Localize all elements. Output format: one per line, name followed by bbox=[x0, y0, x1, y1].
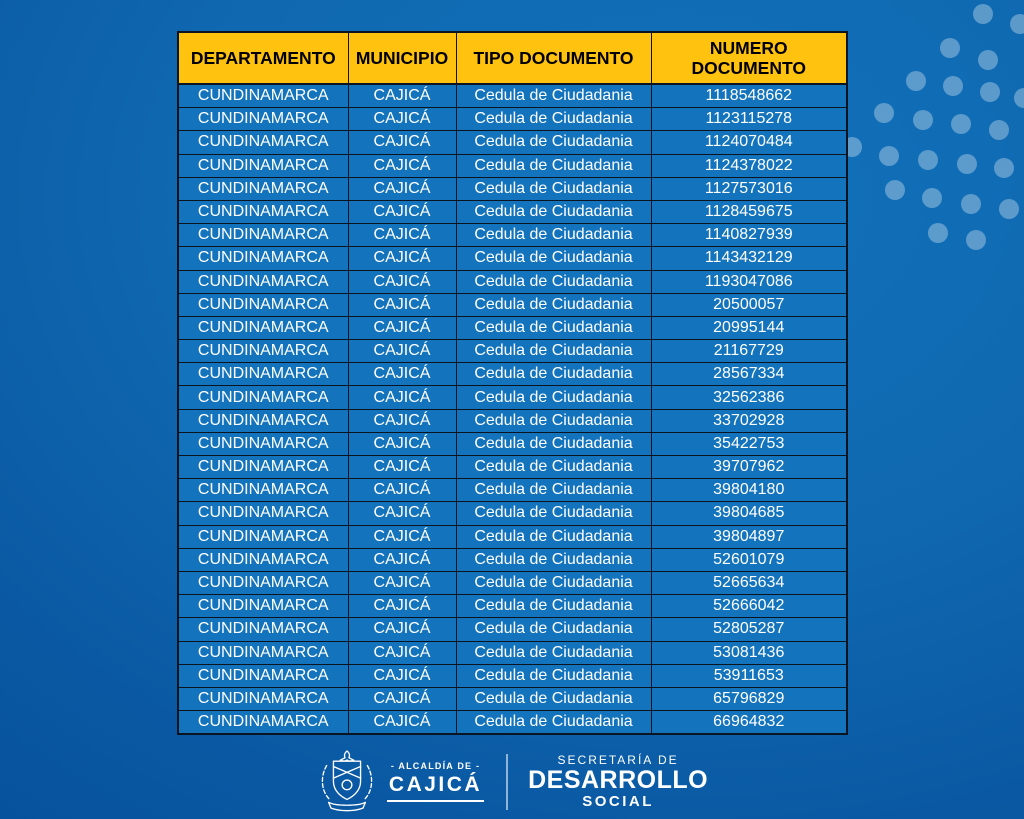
table-row bbox=[178, 711, 847, 735]
table-cell-tipo-documento: Cedula de Ciudadania bbox=[456, 687, 651, 710]
table-cell-departamento: CUNDINAMARCA bbox=[178, 525, 348, 548]
table-cell-municipio: CAJICÁ bbox=[348, 363, 456, 386]
table-cell-numero-documento: 65796829 bbox=[651, 687, 847, 710]
table-cell-numero-documento: 52666042 bbox=[651, 595, 847, 618]
table-row bbox=[178, 409, 847, 432]
table-cell-departamento: CUNDINAMARCA bbox=[178, 432, 348, 455]
table-cell-municipio: CAJICÁ bbox=[348, 177, 456, 200]
table-cell-municipio: CAJICÁ bbox=[348, 316, 456, 339]
table-cell-departamento: CUNDINAMARCA bbox=[178, 108, 348, 131]
table-cell-numero-documento: 52665634 bbox=[651, 571, 847, 594]
table-cell-tipo-documento: Cedula de Ciudadania bbox=[456, 363, 651, 386]
table-cell-municipio: CAJICÁ bbox=[348, 664, 456, 687]
table-cell-numero-documento: 66964832 bbox=[651, 711, 847, 735]
column-header-label: TIPO DOCUMENTO bbox=[473, 47, 634, 68]
table-row bbox=[178, 363, 847, 386]
table-cell-numero-documento: 1124070484 bbox=[651, 131, 847, 154]
table-cell-municipio: CAJICÁ bbox=[348, 432, 456, 455]
table-cell-municipio: CAJICÁ bbox=[348, 386, 456, 409]
table-cell-municipio: CAJICÁ bbox=[348, 502, 456, 525]
table-row bbox=[178, 84, 847, 108]
table-row bbox=[178, 340, 847, 363]
table-cell-departamento: CUNDINAMARCA bbox=[178, 595, 348, 618]
table-cell-municipio: CAJICÁ bbox=[348, 131, 456, 154]
table-cell-tipo-documento: Cedula de Ciudadania bbox=[456, 386, 651, 409]
table-row bbox=[178, 525, 847, 548]
table-row bbox=[178, 687, 847, 710]
table-cell-departamento: CUNDINAMARCA bbox=[178, 247, 348, 270]
table-cell-numero-documento: 32562386 bbox=[651, 386, 847, 409]
table-cell-numero-documento: 1127573016 bbox=[651, 177, 847, 200]
table-cell-municipio: CAJICÁ bbox=[348, 711, 456, 735]
table-cell-tipo-documento: Cedula de Ciudadania bbox=[456, 479, 651, 502]
table-cell-municipio: CAJICÁ bbox=[348, 270, 456, 293]
table-cell-municipio: CAJICÁ bbox=[348, 548, 456, 571]
table-cell-municipio: CAJICÁ bbox=[348, 293, 456, 316]
table-cell-municipio: CAJICÁ bbox=[348, 595, 456, 618]
table-cell-municipio: CAJICÁ bbox=[348, 641, 456, 664]
table-row bbox=[178, 316, 847, 339]
table-cell-municipio: CAJICÁ bbox=[348, 200, 456, 223]
table-row bbox=[178, 595, 847, 618]
footer-logos bbox=[0, 744, 1024, 819]
table-cell-tipo-documento: Cedula de Ciudadania bbox=[456, 200, 651, 223]
social-label: SOCIAL bbox=[582, 792, 654, 810]
table-cell-tipo-documento: Cedula de Ciudadania bbox=[456, 340, 651, 363]
table-cell-numero-documento: 21167729 bbox=[651, 340, 847, 363]
table-row bbox=[178, 502, 847, 525]
table-cell-tipo-documento: Cedula de Ciudadania bbox=[456, 270, 651, 293]
table-cell-tipo-documento: Cedula de Ciudadania bbox=[456, 525, 651, 548]
table-cell-numero-documento: 1123115278 bbox=[651, 108, 847, 131]
column-header-label: NUMERO DOCUMENTO bbox=[691, 37, 806, 78]
table-row bbox=[178, 247, 847, 270]
table-cell-numero-documento: 1143432129 bbox=[651, 247, 847, 270]
table-cell-tipo-documento: Cedula de Ciudadania bbox=[456, 316, 651, 339]
table-cell-municipio: CAJICÁ bbox=[348, 154, 456, 177]
table-body bbox=[178, 84, 847, 734]
table-cell-numero-documento: 28567334 bbox=[651, 363, 847, 386]
table-cell-numero-documento: 33702928 bbox=[651, 409, 847, 432]
table-cell-departamento: CUNDINAMARCA bbox=[178, 293, 348, 316]
table-row bbox=[178, 224, 847, 247]
table-cell-tipo-documento: Cedula de Ciudadania bbox=[456, 664, 651, 687]
table-row bbox=[178, 270, 847, 293]
column-header-label: MUNICIPIO bbox=[355, 47, 449, 68]
table-cell-numero-documento: 1193047086 bbox=[651, 270, 847, 293]
table-cell-municipio: CAJICÁ bbox=[348, 108, 456, 131]
table-cell-tipo-documento: Cedula de Ciudadania bbox=[456, 456, 651, 479]
column-header bbox=[178, 32, 348, 84]
table-cell-departamento: CUNDINAMARCA bbox=[178, 641, 348, 664]
table-cell-numero-documento: 1124378022 bbox=[651, 154, 847, 177]
table-cell-numero-documento: 53081436 bbox=[651, 641, 847, 664]
table-cell-tipo-documento: Cedula de Ciudadania bbox=[456, 432, 651, 455]
table-cell-numero-documento: 39707962 bbox=[651, 456, 847, 479]
table-cell-departamento: CUNDINAMARCA bbox=[178, 548, 348, 571]
table-cell-municipio: CAJICÁ bbox=[348, 618, 456, 641]
table-cell-tipo-documento: Cedula de Ciudadania bbox=[456, 177, 651, 200]
table-cell-tipo-documento: Cedula de Ciudadania bbox=[456, 224, 651, 247]
table-cell-departamento: CUNDINAMARCA bbox=[178, 200, 348, 223]
table-cell-departamento: CUNDINAMARCA bbox=[178, 687, 348, 710]
table-cell-municipio: CAJICÁ bbox=[348, 247, 456, 270]
table-cell-numero-documento: 35422753 bbox=[651, 432, 847, 455]
table-cell-tipo-documento: Cedula de Ciudadania bbox=[456, 131, 651, 154]
table-cell-tipo-documento: Cedula de Ciudadania bbox=[456, 571, 651, 594]
table-cell-municipio: CAJICÁ bbox=[348, 340, 456, 363]
secretaria-de-label: SECRETARÍA DE bbox=[557, 752, 679, 767]
table-cell-numero-documento: 52601079 bbox=[651, 548, 847, 571]
table-cell-numero-documento: 39804685 bbox=[651, 502, 847, 525]
alcaldia-de-label: - ALCALDÍA DE - bbox=[390, 761, 481, 771]
table-row bbox=[178, 293, 847, 316]
table-cell-departamento: CUNDINAMARCA bbox=[178, 664, 348, 687]
table-cell-municipio: CAJICÁ bbox=[348, 571, 456, 594]
table-cell-municipio: CAJICÁ bbox=[348, 456, 456, 479]
table-cell-departamento: CUNDINAMARCA bbox=[178, 154, 348, 177]
table-cell-departamento: CUNDINAMARCA bbox=[178, 224, 348, 247]
table-cell-departamento: CUNDINAMARCA bbox=[178, 456, 348, 479]
table-cell-tipo-documento: Cedula de Ciudadania bbox=[456, 108, 651, 131]
cajica-logo bbox=[316, 748, 484, 816]
table-cell-municipio: CAJICÁ bbox=[348, 84, 456, 108]
table-cell-departamento: CUNDINAMARCA bbox=[178, 571, 348, 594]
cajica-crest-icon bbox=[316, 748, 378, 816]
table-cell-tipo-documento: Cedula de Ciudadania bbox=[456, 618, 651, 641]
table-cell-departamento: CUNDINAMARCA bbox=[178, 502, 348, 525]
column-header bbox=[651, 32, 847, 84]
table-cell-departamento: CUNDINAMARCA bbox=[178, 479, 348, 502]
table-cell-numero-documento: 53911653 bbox=[651, 664, 847, 687]
table-cell-numero-documento: 52805287 bbox=[651, 618, 847, 641]
table-cell-departamento: CUNDINAMARCA bbox=[178, 131, 348, 154]
table-cell-tipo-documento: Cedula de Ciudadania bbox=[456, 548, 651, 571]
table-row bbox=[178, 479, 847, 502]
table-cell-numero-documento: 39804897 bbox=[651, 525, 847, 548]
column-header-label: DEPARTAMENTO bbox=[190, 47, 336, 68]
table-cell-departamento: CUNDINAMARCA bbox=[178, 340, 348, 363]
table-cell-departamento: CUNDINAMARCA bbox=[178, 386, 348, 409]
column-header bbox=[348, 32, 456, 84]
column-header bbox=[456, 32, 651, 84]
table-cell-numero-documento: 20995144 bbox=[651, 316, 847, 339]
table-cell-numero-documento: 1140827939 bbox=[651, 224, 847, 247]
table-cell-departamento: CUNDINAMARCA bbox=[178, 84, 348, 108]
table-row bbox=[178, 548, 847, 571]
table-row bbox=[178, 571, 847, 594]
secretaria-logo bbox=[528, 753, 708, 811]
table-cell-departamento: CUNDINAMARCA bbox=[178, 409, 348, 432]
table-row bbox=[178, 177, 847, 200]
footer-divider bbox=[506, 754, 508, 810]
table-cell-numero-documento: 1118548662 bbox=[651, 84, 847, 108]
table-cell-departamento: CUNDINAMARCA bbox=[178, 711, 348, 735]
table-cell-departamento: CUNDINAMARCA bbox=[178, 177, 348, 200]
table-cell-numero-documento: 1128459675 bbox=[651, 200, 847, 223]
table-row bbox=[178, 618, 847, 641]
table-cell-tipo-documento: Cedula de Ciudadania bbox=[456, 84, 651, 108]
table-cell-tipo-documento: Cedula de Ciudadania bbox=[456, 711, 651, 735]
table-cell-municipio: CAJICÁ bbox=[348, 479, 456, 502]
table-cell-tipo-documento: Cedula de Ciudadania bbox=[456, 502, 651, 525]
cajica-wordmark: CAJICÁ bbox=[387, 773, 484, 802]
table-row bbox=[178, 664, 847, 687]
table-row bbox=[178, 131, 847, 154]
table-cell-municipio: CAJICÁ bbox=[348, 687, 456, 710]
table-row bbox=[178, 200, 847, 223]
table-cell-tipo-documento: Cedula de Ciudadania bbox=[456, 247, 651, 270]
table-cell-tipo-documento: Cedula de Ciudadania bbox=[456, 409, 651, 432]
table-cell-departamento: CUNDINAMARCA bbox=[178, 270, 348, 293]
table-row bbox=[178, 456, 847, 479]
desarrollo-label: DESARROLLO bbox=[528, 765, 709, 794]
table-cell-departamento: CUNDINAMARCA bbox=[178, 316, 348, 339]
table-row bbox=[178, 432, 847, 455]
table-cell-tipo-documento: Cedula de Ciudadania bbox=[456, 154, 651, 177]
table-cell-numero-documento: 39804180 bbox=[651, 479, 847, 502]
table-cell-tipo-documento: Cedula de Ciudadania bbox=[456, 595, 651, 618]
table-row bbox=[178, 108, 847, 131]
table-cell-tipo-documento: Cedula de Ciudadania bbox=[456, 293, 651, 316]
table-row bbox=[178, 154, 847, 177]
table-cell-municipio: CAJICÁ bbox=[348, 409, 456, 432]
table-cell-numero-documento: 20500057 bbox=[651, 293, 847, 316]
table-cell-departamento: CUNDINAMARCA bbox=[178, 618, 348, 641]
table-cell-municipio: CAJICÁ bbox=[348, 525, 456, 548]
table-row bbox=[178, 386, 847, 409]
table-cell-tipo-documento: Cedula de Ciudadania bbox=[456, 641, 651, 664]
beneficiaries-table bbox=[177, 31, 848, 735]
table-row bbox=[178, 641, 847, 664]
table-header-row bbox=[178, 32, 847, 84]
table-cell-departamento: CUNDINAMARCA bbox=[178, 363, 348, 386]
table-cell-municipio: CAJICÁ bbox=[348, 224, 456, 247]
